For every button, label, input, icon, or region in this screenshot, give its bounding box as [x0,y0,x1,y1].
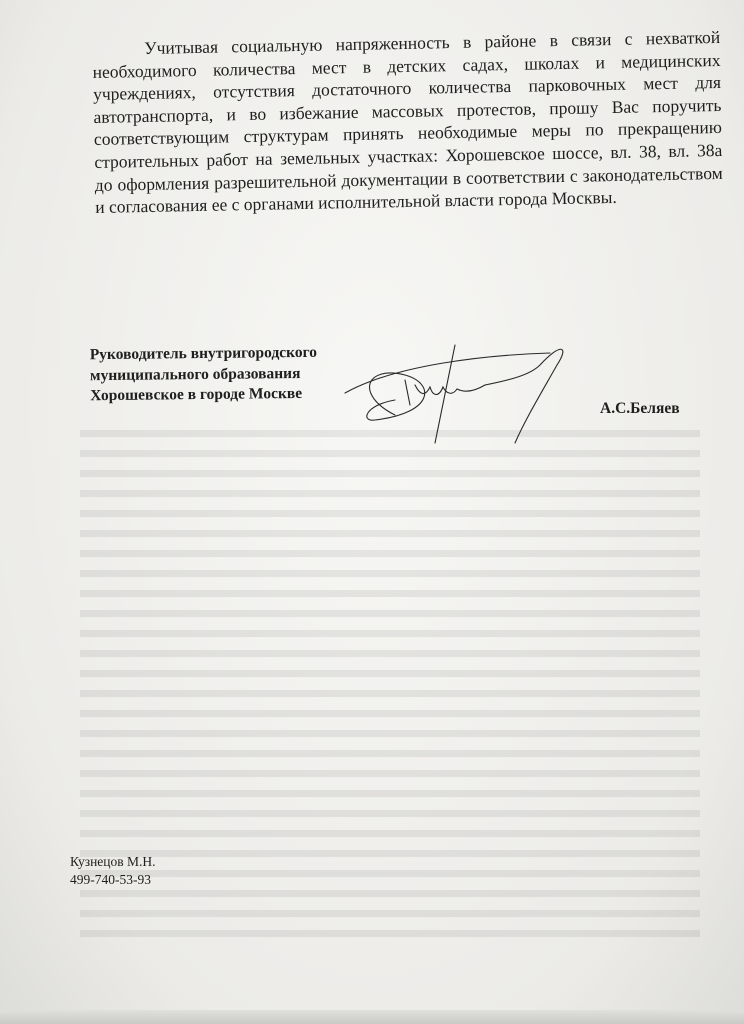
contact-name: Кузнецов М.Н. [70,854,156,869]
letter-line: до оформления разрешительной документации в соответствии с законодательством [94,162,723,195]
letter-line: автотранспорта, и во избежание массовых протестов, прошу Вас поручить [93,94,722,127]
signatory-title-line: муниципального образования [89,364,301,384]
letter-line: соответствующим структурам принять необходимые меры по прекращению [93,117,723,150]
contact-footer [70,853,156,889]
page-bottom-edge [0,1010,744,1024]
letter-line: строительных работ на земельных участках: Хорошевское шоссе, вл. 38, вл. 38а [94,139,723,172]
signatory-name: А.С.Беляев [600,400,680,417]
bleed-through-text [80,430,700,950]
letter-line: необходимого количества мест в детских садах, школах и медицинских [92,49,721,82]
letter-line: Учитывая социальную напряженность в районе в связи с нехваткой [144,26,721,58]
signatory-title [90,343,318,407]
letter-body [92,26,723,219]
letter-line: учреждениях, отсутствия достаточного количества парковочных мест для [92,72,722,105]
signatory-title-line: Руководитель внутригородского [89,343,318,364]
contact-phone: 499-740-53-93 [70,872,151,887]
signatory-title-line: Хорошевское в городе Москве [90,384,303,405]
handwritten-signature [335,335,585,445]
letter-line: и согласования ее с органами исполнительной власти города Москвы. [95,187,617,218]
